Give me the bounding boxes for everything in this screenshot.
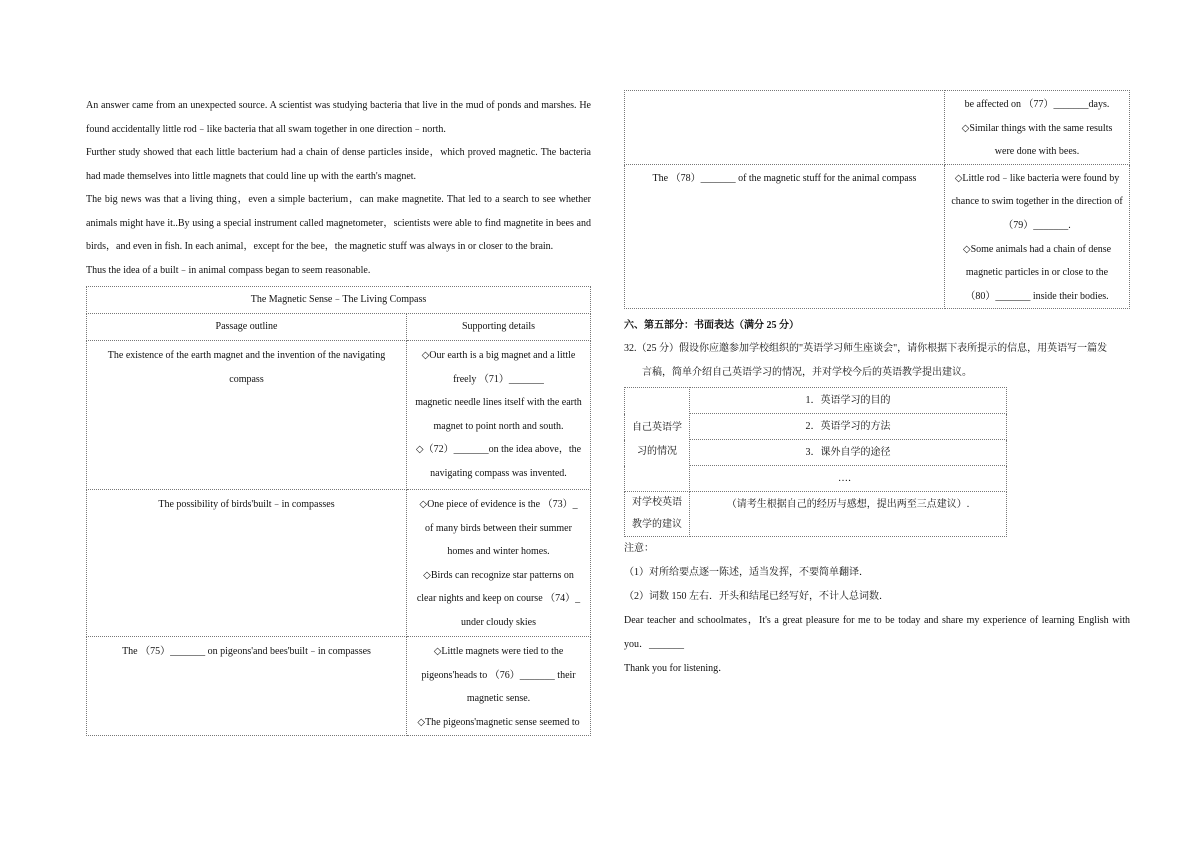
question-text-continued: 言稿，简单介绍自己英语学习的情况，并对学校今后的英语教学提出建议。 xyxy=(642,367,972,379)
cell-line: ◇One piece of evidence is the （73）_ xyxy=(419,499,578,510)
cell-line: be affected on （77）_______days. xyxy=(964,99,1110,110)
cell-line: （80）_______ inside their bodies. xyxy=(965,290,1109,302)
table-row xyxy=(87,341,591,490)
paragraph: Further study showed that each little bacterium had a chain of dense particles inside，which proved magnetic. The bacteria had made themselves into little magnets that could line up with the earth's magnet. xyxy=(86,147,591,182)
note-item: （2）词数 150 左右．开头和结尾已经写好，不计人总词数． xyxy=(624,591,889,603)
table-row xyxy=(625,164,1130,309)
cell-line: （79）_______. xyxy=(1003,219,1071,231)
paragraph: Thus the idea of a built﹣in animal compass began to seem reasonable. xyxy=(86,264,371,276)
cell-line: 教学的建议 xyxy=(632,519,682,531)
cell-line: The possibility of birds'built﹣in compasses xyxy=(158,499,335,510)
suggestion-cell: （请考生根据自己的经历与感想，提出两至三点建议）. xyxy=(690,492,1007,537)
item-cell: …． xyxy=(690,466,1007,492)
cell-line: pigeons'heads to （76）_______ their xyxy=(421,669,576,681)
table-row xyxy=(625,388,1007,414)
cell-line: under cloudy skies xyxy=(461,616,536,628)
cell-line: The （78）_______ of the magnetic stuff for the animal compass xyxy=(652,172,917,184)
column-header-details: Supporting details xyxy=(407,314,591,341)
item-cell: 3．课外自学的途径 xyxy=(690,440,1007,466)
cell-line: of many birds between their summer xyxy=(425,522,572,534)
cell-line: chance to swim together in the direction of xyxy=(951,196,1123,208)
table-title: The Magnetic Sense﹣The Living Compass xyxy=(87,287,591,314)
cell-line: The （75）_______ on pigeons'and bees'built﹣in compasses xyxy=(122,646,371,657)
item-cell: 2．英语学习的方法 xyxy=(690,414,1007,440)
cell-line: magnetic particles in or close to the xyxy=(965,267,1109,279)
cell-line: homes and winter homes. xyxy=(447,546,550,558)
table-row xyxy=(87,490,591,637)
essay-opening: Dear teacher and schoolmates，It's a great pleasure for me to be today and share my experience of learning English with you．_______ xyxy=(624,615,1130,651)
cell-line: compass xyxy=(229,373,264,385)
row-label xyxy=(625,388,690,492)
table-row xyxy=(625,492,1007,537)
paragraph: An answer came from an unexpected source. A scientist was studying bacteria that live in the mud of ponds and marshes. He found accidentally little rod﹣like bacteria that all swam together in one direction﹣north. xyxy=(86,100,591,135)
cell-line: ◇Some animals had a chain of dense xyxy=(962,243,1112,255)
outline-cell xyxy=(625,91,945,165)
essay-closing: Thank you for listening． xyxy=(624,663,729,675)
cell-line: magnetic needle lines itself with the earth xyxy=(415,397,582,409)
outline-table-continued xyxy=(624,90,1130,309)
paragraph: The big news was that a living thing，even a simple bacterium，can make magnetite. That led to a search to see whether animals might have it..By using a special instrument called magnetometer，scientists were able to find magnetite in bees and birds，and even in fish. In each animal，except for the bee，the magnetic stuff was always in or closer to the brain. xyxy=(86,194,591,252)
table-row xyxy=(625,91,1130,165)
outline-cell xyxy=(87,341,407,490)
cell-line: ◇Similar things with the same results xyxy=(961,122,1113,134)
item-cell: 1．英语学习的目的 xyxy=(690,388,1007,414)
cell-line: ◇Our earth is a big magnet and a little xyxy=(421,350,576,361)
left-column xyxy=(86,94,591,736)
content-table xyxy=(624,387,1007,537)
outline-table xyxy=(86,286,591,736)
notes-title: 注意： xyxy=(624,543,654,555)
note-item: （1）对所给要点逐一陈述，适当发挥，不要简单翻译． xyxy=(624,567,869,579)
table-row xyxy=(87,637,591,736)
details-cell xyxy=(945,164,1130,309)
details-cell xyxy=(945,91,1130,165)
cell-line: ◇Little magnets were tied to the xyxy=(433,646,564,657)
cell-line: 自己英语学 xyxy=(632,421,682,433)
details-cell xyxy=(407,637,591,736)
cell-line: ◇Little rod﹣like bacteria were found by xyxy=(954,172,1120,184)
outline-cell xyxy=(625,164,945,309)
section-title: 六、第五部分：书面表达（满分 25 分） xyxy=(624,320,799,332)
outline-cell xyxy=(87,490,407,637)
column-header-outline: Passage outline xyxy=(87,314,407,341)
outline-cell xyxy=(87,637,407,736)
cell-line: magnet to point north and south. xyxy=(433,420,564,432)
cell-line: navigating compass was invented. xyxy=(430,467,567,479)
cell-line: 习的情况 xyxy=(637,445,677,457)
cell-line: ◇Birds can recognize star patterns on xyxy=(423,569,574,581)
cell-line: ◇（72）_______on the idea above，the xyxy=(415,444,582,456)
cell-line: were done with bees. xyxy=(994,146,1080,158)
cell-line: 对学校英语 xyxy=(632,497,682,509)
cell-line: clear nights and keep on course （74）_ xyxy=(416,593,581,605)
right-column xyxy=(624,90,1130,681)
question-text: 32.（25 分）假设你应邀参加学校组织的"英语学习师生座谈会"，请你根据下表所提示的信息，用英语写一篇发 xyxy=(624,343,1108,355)
cell-line: magnetic sense. xyxy=(466,693,531,705)
cell-line: freely （71）_______ xyxy=(453,373,544,385)
row-label xyxy=(625,492,690,537)
cell-line: The existence of the earth magnet and the invention of the navigating xyxy=(107,350,386,361)
details-cell xyxy=(407,490,591,637)
cell-line: ◇The pigeons'magnetic sense seemed to xyxy=(417,716,580,728)
details-cell xyxy=(407,341,591,490)
